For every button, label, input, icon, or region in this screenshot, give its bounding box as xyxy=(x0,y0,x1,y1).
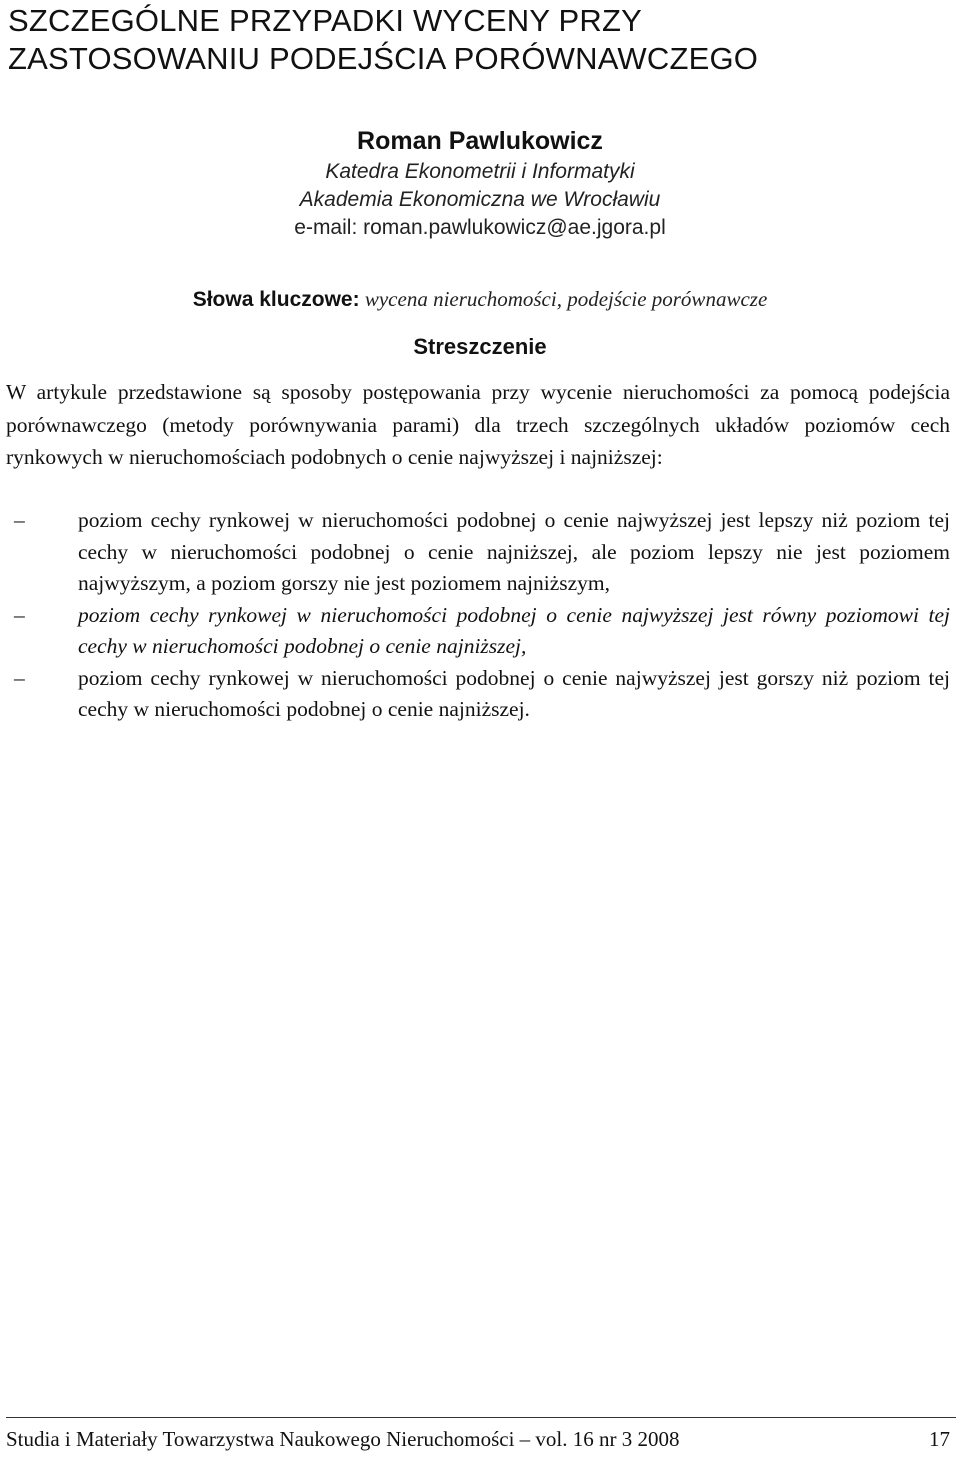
list-item-text: poziom cechy rynkowej w nieruchomości podobnej o cenie najwyższej jest równy poziomowi tej cechy w nieruchomości podobnej o cenie najniższej, xyxy=(78,602,950,658)
keywords-text: wycena nieruchomości, podejście porównawcze xyxy=(364,287,768,311)
author-department: Katedra Ekonometrii i Informatyki xyxy=(325,160,635,183)
keywords-label: Słowa kluczowe: xyxy=(192,288,360,311)
list-item xyxy=(6,663,950,726)
author-email: e-mail: roman.pawlukowicz@ae.jgora.pl xyxy=(294,216,666,239)
dash-bullet: – xyxy=(14,602,25,627)
list-item xyxy=(6,505,950,600)
title-line-1: SZCZEGÓLNE PRZYPADKI WYCENY PRZY xyxy=(8,3,642,38)
dash-bullet: – xyxy=(14,508,25,532)
author-university: Akademia Ekonomiczna we Wrocławiu xyxy=(299,188,661,211)
list-item xyxy=(6,600,950,663)
page-number: 17 xyxy=(929,1427,950,1451)
abstract-heading: Streszczenie xyxy=(413,334,547,359)
list-item-text: poziom cechy rynkowej w nieruchomości podobnej o cenie najwyższej jest gorszy niż poziom tej cechy w nieruchomości podobnej o cenie najniższej. xyxy=(78,665,950,721)
footer-journal: Studia i Materiały Towarzystwa Naukowego Nieruchomości – vol. 16 nr 3 2008 xyxy=(6,1427,680,1451)
list-item-text: poziom cechy rynkowej w nieruchomości podobnej o cenie najwyższej jest lepszy niż poziom tej cechy w nieruchomości podobnej o cenie najniższej, ale poziom lepszy nie jest poziomem najwyższym, a poziom gorszy nie jest poziomem najniższym, xyxy=(78,508,950,595)
abstract-intro: W artykule przedstawione są sposoby postępowania przy wycenie nieruchomości za pomocą podejścia porównawczego (metody porównywania parami) dla trzech szczególnych układów poziomów cech rynkowych w nieruchomościach podobnych o cenie najwyższej i najniższej: xyxy=(6,380,950,469)
title-line-2: ZASTOSOWANIU PODEJŚCIA PORÓWNAWCZEGO xyxy=(8,41,759,76)
abstract-list xyxy=(6,505,950,726)
author-block xyxy=(0,124,960,242)
author-name: Roman Pawlukowicz xyxy=(357,127,603,155)
keywords-line xyxy=(0,283,960,316)
footer-divider xyxy=(6,1417,956,1418)
dash-bullet: – xyxy=(14,665,25,690)
paper-title xyxy=(8,2,952,78)
